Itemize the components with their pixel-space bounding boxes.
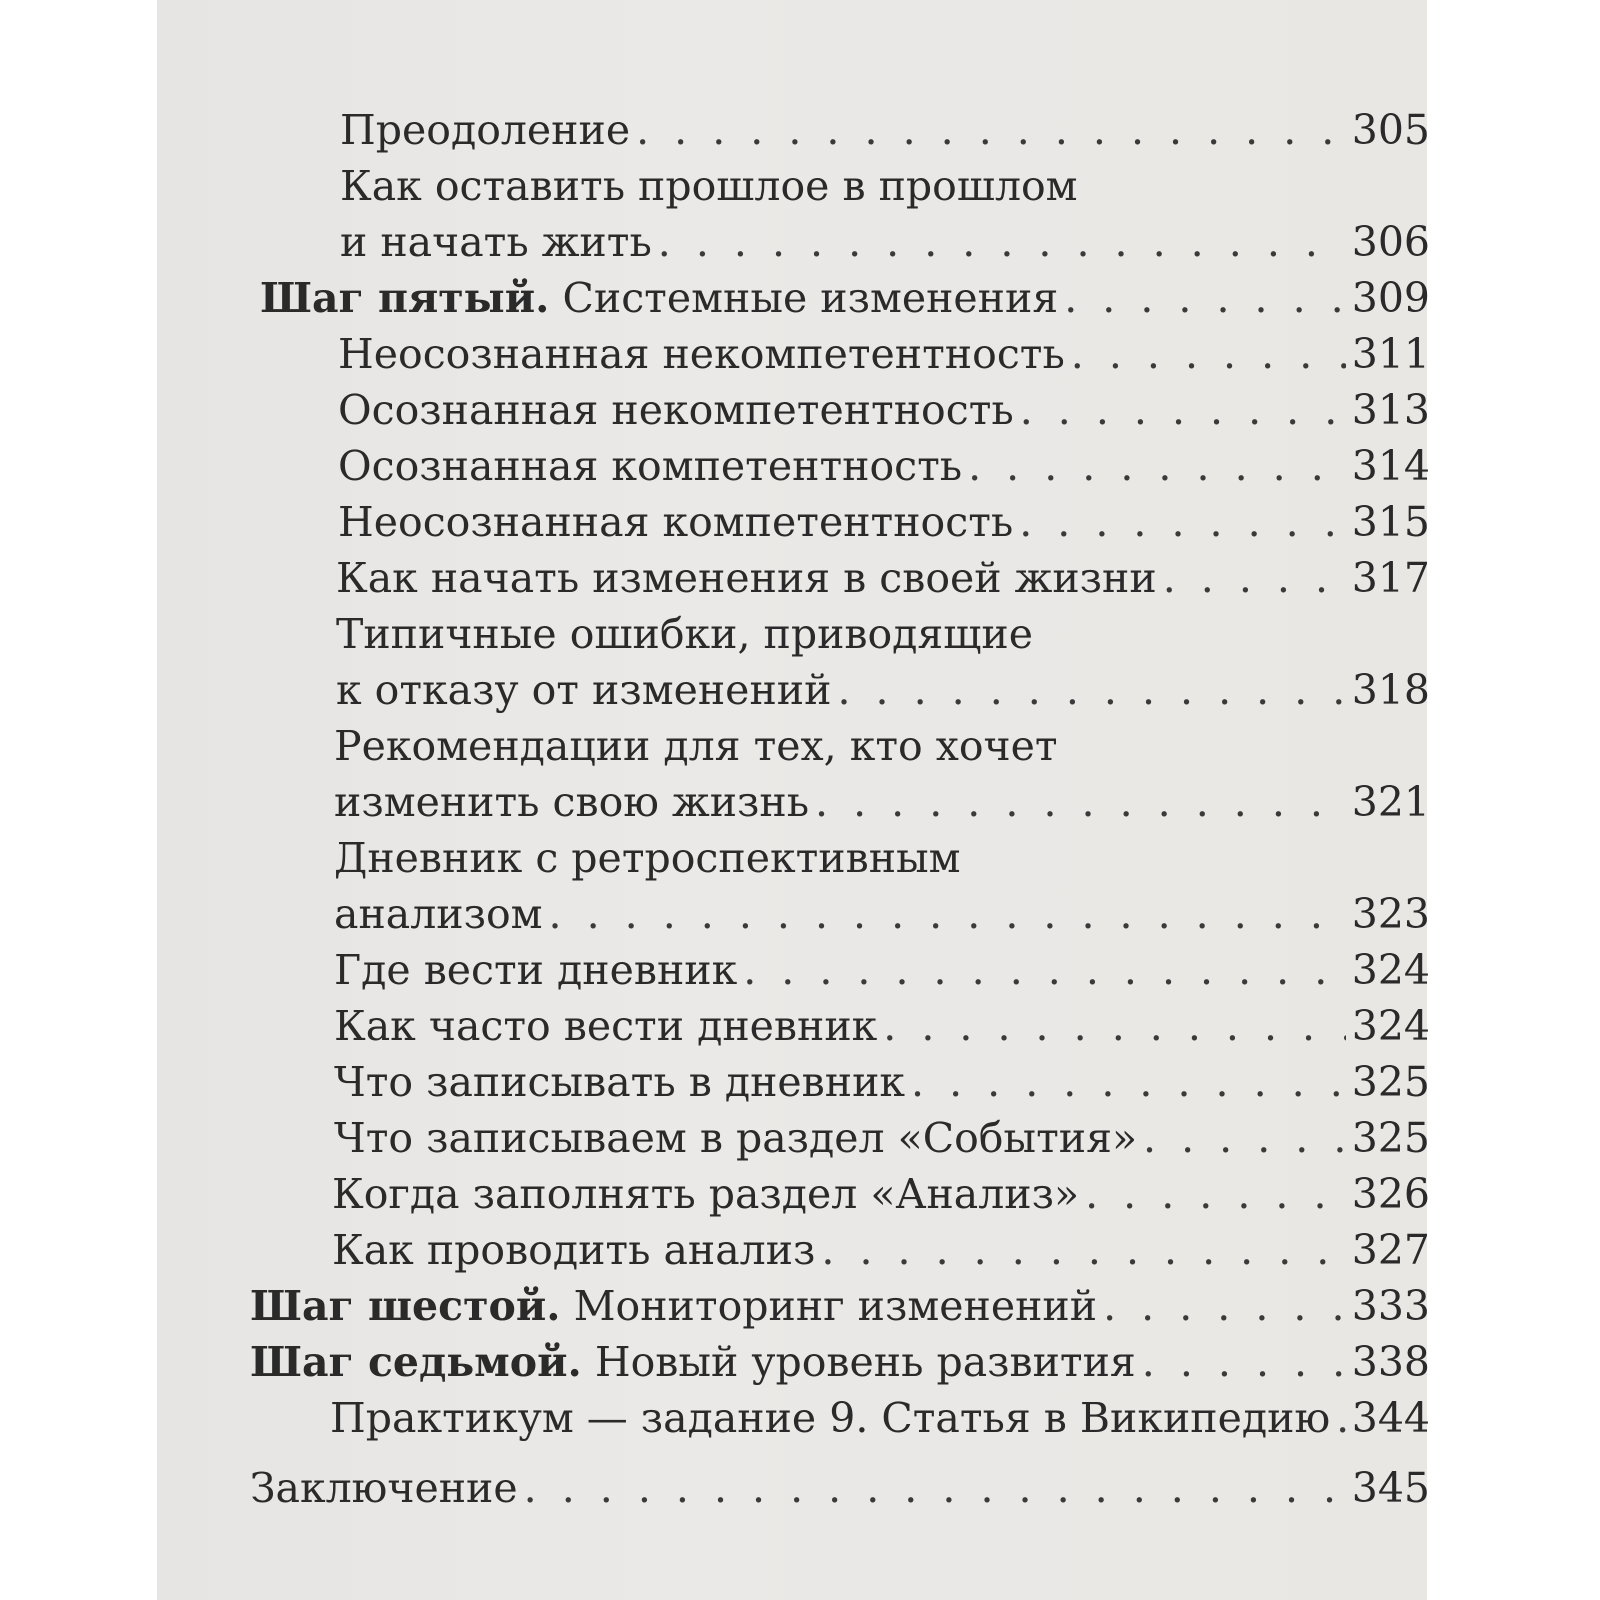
- entry-page: 309: [1351, 274, 1430, 322]
- dot-leader: [821, 1222, 1345, 1278]
- toc-entry: [334, 998, 1430, 1054]
- dot-leader: [549, 886, 1346, 942]
- toc-entry: [334, 942, 1430, 998]
- entry-page: 317: [1351, 554, 1430, 602]
- entry-page: 313: [1351, 386, 1430, 434]
- entry-page: 305: [1351, 106, 1430, 154]
- dot-leader: [1071, 326, 1346, 382]
- dot-leader: [1020, 382, 1346, 438]
- entry-page: 315: [1351, 498, 1430, 546]
- entry-title: Преодоление: [340, 106, 631, 154]
- entry-page: 325: [1351, 1114, 1430, 1162]
- entry-page: 314: [1351, 442, 1430, 490]
- entry-title: Как начать изменения в своей жизни: [336, 554, 1157, 602]
- entry-title: Когда заполнять раздел «Анализ»: [332, 1170, 1080, 1218]
- toc-entry: [334, 1110, 1430, 1166]
- entry-page: 338: [1351, 1338, 1430, 1386]
- dot-leader: [1336, 1390, 1346, 1446]
- entry-page: 327: [1351, 1226, 1430, 1274]
- dot-leader: [911, 1054, 1346, 1110]
- entry-title-line1: Типичные ошибки, приводящие: [336, 610, 1033, 658]
- entry-title-line1: Рекомендации для тех, кто хочет: [334, 722, 1058, 770]
- toc-entry: [340, 102, 1430, 158]
- dot-leader: [1085, 1166, 1346, 1222]
- entry-page: 318: [1351, 666, 1430, 714]
- toc-entry: [260, 270, 1430, 326]
- entry-title: Осознанная компетентность: [338, 442, 963, 490]
- entry-title-line1: Дневник с ретроспективным: [334, 834, 961, 882]
- dot-leader: [1064, 270, 1346, 326]
- toc-entry: [336, 662, 1430, 718]
- entry-title: Заключение: [250, 1464, 518, 1512]
- toc-entry: [332, 1166, 1430, 1222]
- toc-entry: [338, 494, 1430, 550]
- entry-page: 325: [1351, 1058, 1430, 1106]
- entry-title: Неосознанная некомпетентность: [338, 330, 1065, 378]
- entry-title: к отказу от изменений: [336, 666, 832, 714]
- dot-leader: [815, 774, 1346, 830]
- entry-page: 326: [1351, 1170, 1430, 1218]
- toc-entry: [334, 886, 1430, 942]
- dot-leader: [1019, 494, 1346, 550]
- entry-title: Мониторинг изменений: [573, 1282, 1098, 1330]
- toc-entry: [250, 1334, 1430, 1390]
- entry-page: 311: [1351, 330, 1430, 378]
- toc-entry: [338, 326, 1430, 382]
- entry-title: Как часто вести дневник: [334, 1002, 878, 1050]
- toc-entry: [336, 550, 1430, 606]
- entry-title: и начать жить: [340, 218, 652, 266]
- dot-leader: [1103, 1278, 1346, 1334]
- entry-title: анализом: [334, 890, 543, 938]
- toc-entry: [338, 382, 1430, 438]
- entry-page: 344: [1351, 1394, 1430, 1442]
- entry-title: Практикум — задание 9. Статья в Википедию: [330, 1394, 1331, 1442]
- dot-leader: [1143, 1110, 1346, 1166]
- entry-title: Как проводить анализ: [332, 1226, 816, 1274]
- dot-leader: [1142, 1334, 1346, 1390]
- entry-title: Осознанная некомпетентность: [338, 386, 1014, 434]
- toc-entry: [334, 1054, 1430, 1110]
- entry-page: 306: [1351, 218, 1430, 266]
- toc-entry: [332, 1222, 1430, 1278]
- toc-entry: [330, 1390, 1430, 1446]
- entry-title: Где вести дневник: [334, 946, 738, 994]
- entry-title: Системные изменения: [562, 274, 1059, 322]
- entry-title: Что записываем в раздел «События»: [334, 1114, 1138, 1162]
- entry-page: 333: [1351, 1282, 1430, 1330]
- toc-entry: [338, 438, 1430, 494]
- toc-entry: [250, 1460, 1430, 1516]
- dot-leader: [837, 662, 1345, 718]
- dot-leader: [968, 438, 1346, 494]
- step-label: Шаг шестой.: [250, 1282, 561, 1330]
- entry-title: Новый уровень развития: [594, 1338, 1136, 1386]
- toc-entry: [340, 214, 1430, 270]
- entry-title: Неосознанная компетентность: [338, 498, 1014, 546]
- entry-page: 324: [1351, 946, 1430, 994]
- toc-entry: [334, 774, 1430, 830]
- dot-leader: [1163, 550, 1346, 606]
- entry-title: изменить свою жизнь: [334, 778, 810, 826]
- entry-page: 323: [1351, 890, 1430, 938]
- step-label: Шаг седьмой.: [250, 1338, 582, 1386]
- dot-leader: [883, 998, 1345, 1054]
- toc-entry: [250, 1278, 1430, 1334]
- dot-leader: [524, 1460, 1346, 1516]
- entry-title: Что записывать в дневник: [334, 1058, 906, 1106]
- entry-page: 345: [1351, 1464, 1430, 1512]
- entry-page: 321: [1351, 778, 1430, 826]
- step-label: Шаг пятый.: [260, 274, 550, 322]
- entry-title-line1: Как оставить прошлое в прошлом: [340, 162, 1078, 210]
- dot-leader: [636, 102, 1346, 158]
- entry-page: 324: [1351, 1002, 1430, 1050]
- dot-leader: [658, 214, 1346, 270]
- dot-leader: [743, 942, 1346, 998]
